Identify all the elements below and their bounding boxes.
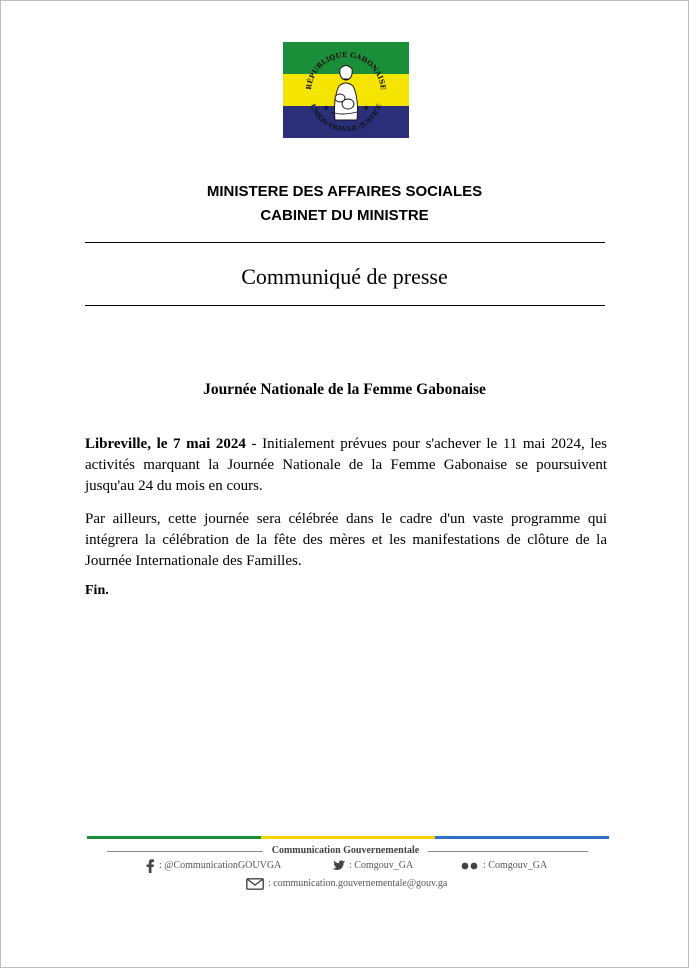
paragraph-1 — [85, 434, 607, 497]
mail-icon — [246, 878, 264, 890]
twitter-contact — [331, 859, 413, 873]
email-contact — [246, 877, 447, 891]
email-address: : communication.gouvernementale@gouv.ga — [268, 878, 448, 889]
star-right-icon: ★ — [363, 104, 370, 112]
ministry-name: MINISTERE DES AFFAIRES SOCIALES — [206, 183, 483, 200]
flickr-handle: : Comgouv_GA — [483, 860, 548, 871]
document-type: Communiqué de presse — [241, 264, 448, 289]
mother-figure-icon — [331, 66, 358, 121]
star-left-icon: ★ — [323, 104, 330, 112]
divider-bottom — [85, 305, 605, 306]
paragraph-1-text: - Initialement prévues pour s'achever le 11 mai 2024, les activités marquant la Journée Nationale de la Femme Gabonaise se poursuivent jusqu'au 24 du mois en cours. — [85, 436, 608, 494]
flickr-contact — [461, 859, 547, 873]
facebook-contact — [145, 859, 281, 873]
footer-line-left — [107, 851, 263, 852]
press-release-subject: Journée Nationale de la Femme Gabonaise — [203, 381, 486, 398]
footer-line-right — [428, 851, 588, 852]
republic-emblem — [283, 42, 409, 138]
twitter-icon — [331, 860, 345, 872]
facebook-handle: : @CommunicationGOUVGA — [159, 860, 282, 871]
footer-bar-green — [87, 836, 261, 839]
paragraph-2: Par ailleurs, cette journée sera célébrée dans le cadre d'un vaste programme qui intégrera la célébration de la fête des mères et les manifestations de clôture de la Journée Internationale des Familles. — [85, 511, 607, 569]
facebook-icon — [145, 859, 155, 873]
twitter-handle: : Comgouv_GA — [349, 860, 414, 871]
cabinet-name: CABINET DU MINISTRE — [260, 207, 429, 224]
footer-title: Communication Gouvernementale — [271, 845, 420, 856]
footer-bar-blue — [435, 836, 609, 839]
emblem-seal — [283, 42, 409, 138]
footer-bar-yellow — [261, 836, 435, 839]
emblem-top-text: RÉPUBLIQUE GABONAISE — [304, 49, 388, 91]
flickr-icon — [461, 862, 479, 870]
dateline: Libreville, le 7 mai 2024 — [85, 436, 246, 452]
divider-top — [85, 242, 605, 243]
emblem-bottom-text: UNION-TRAVAIL-JUSTICE — [308, 102, 384, 134]
closing-word: Fin. — [85, 583, 109, 598]
